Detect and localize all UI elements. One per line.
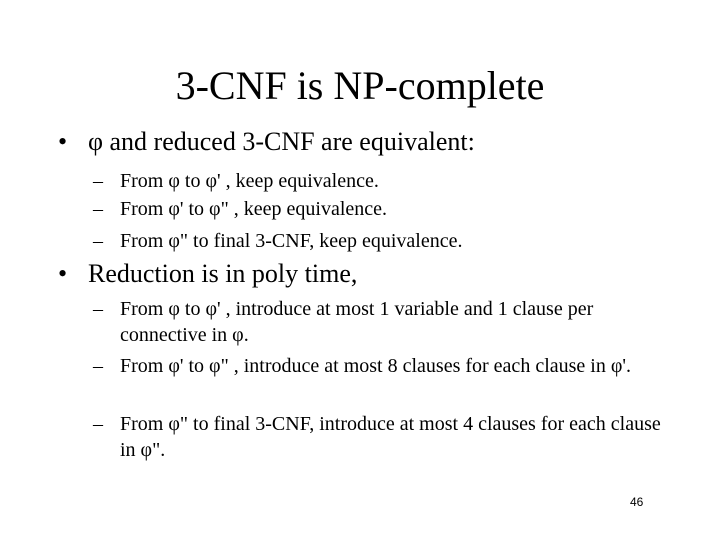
dash-marker: –: [93, 298, 103, 320]
bullet-equivalence: [58, 126, 698, 158]
subitem-text: From φ to φ' , keep equivalence.: [120, 170, 379, 192]
subitem-text: From φ" to final 3-CNF, keep equivalence.: [120, 230, 463, 252]
subitem: [93, 196, 680, 222]
dash-marker: –: [93, 413, 103, 435]
subitem: [93, 411, 680, 463]
bullet-text: Reduction is in poly time,: [88, 259, 358, 288]
subitem-text: From φ to φ' , introduce at most 1 variable and 1 clause per connective in φ.: [120, 298, 594, 346]
subitem: [93, 353, 680, 379]
subitem: [93, 296, 680, 348]
subitem-text: From φ' to φ" , introduce at most 8 clauses for each clause in φ'.: [120, 355, 631, 377]
dash-marker: –: [93, 230, 103, 252]
bullet-text: φ and reduced 3-CNF are equivalent:: [88, 127, 475, 156]
bullet-marker: •: [58, 127, 68, 156]
page-number: 46: [630, 495, 644, 509]
subitem: [93, 228, 680, 254]
slide-title: 3-CNF is NP-complete: [175, 63, 545, 108]
subitem-text: From φ" to final 3-CNF, introduce at most 4 clauses for each clause in φ".: [120, 413, 661, 461]
subitem-text: From φ' to φ" , keep equivalence.: [120, 198, 388, 220]
dash-marker: –: [93, 170, 103, 192]
subitem: [93, 168, 680, 194]
dash-marker: –: [93, 198, 103, 220]
bullet-poly-time: [58, 258, 698, 290]
bullet-marker: •: [58, 259, 68, 288]
dash-marker: –: [93, 355, 103, 377]
